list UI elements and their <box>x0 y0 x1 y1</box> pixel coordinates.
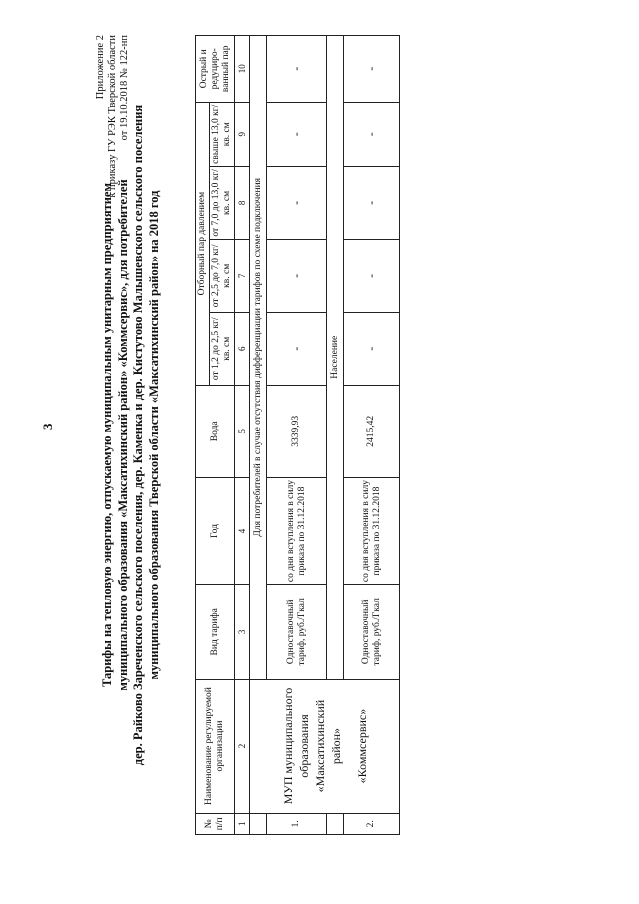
index-cell: 4 <box>235 477 250 584</box>
row-p4: - <box>267 102 327 166</box>
row-p2: - <box>267 239 327 312</box>
index-cell: 7 <box>235 239 250 312</box>
title-line: муниципального образования Тверской области «Максатихинский район» на 2018 год <box>146 190 161 680</box>
header-row <box>196 36 210 835</box>
row-p1: - <box>267 312 327 385</box>
row-water: 3339,93 <box>267 385 327 477</box>
index-cell: 6 <box>235 312 250 385</box>
section-label: Население <box>327 36 344 680</box>
row-sharp: - <box>267 36 327 103</box>
row-sharp: - <box>344 36 400 103</box>
header-steam-group: Отборный пар давлением <box>196 102 210 385</box>
row-p3: - <box>267 166 327 239</box>
row-p1: - <box>344 312 400 385</box>
row-type: Одноставочный тариф, руб./Гкал <box>344 585 400 679</box>
row-year: со дня вступления в силу приказа по 31.12.2018 <box>344 477 400 584</box>
title-line: муниципального образования «Максатихинский район» «Коммсервис», для потребителей <box>115 179 130 691</box>
document-content <box>95 35 625 835</box>
org-name-cell <box>250 679 400 813</box>
page-number: 3 <box>40 423 55 430</box>
section-label: Для потребителей в случае отсутствия дифференциации тарифов по схеме подключения <box>250 36 267 680</box>
header-num: № п/п <box>196 813 235 834</box>
row-year: со дня вступления в силу приказа по 31.12.2018 <box>267 477 327 584</box>
row-p3: - <box>344 166 400 239</box>
header-type: Вид тарифа <box>196 585 235 679</box>
index-cell: 10 <box>235 36 250 103</box>
header-p2: от 2,5 до 7,0 кг/кв. см <box>210 239 235 312</box>
header-water: Вода <box>196 385 235 477</box>
header-org: Наименование регулируемой организации <box>196 679 235 813</box>
row-p2: - <box>344 239 400 312</box>
row-type: Одноставочный тариф, руб./Гкал <box>267 585 327 679</box>
row-water: 2415,42 <box>344 385 400 477</box>
index-cell: 3 <box>235 585 250 679</box>
index-cell: 2 <box>235 679 250 813</box>
row-p4: - <box>344 102 400 166</box>
row-num: 1. <box>267 813 327 834</box>
section-row <box>250 36 267 835</box>
document-title <box>100 35 162 835</box>
appendix-line: Приложение 2 <box>95 35 106 100</box>
header-p1: от 1,2 до 2,5 кг/кв. см <box>210 312 235 385</box>
header-p3: от 7,0 до 13,0 кг/кв. см <box>210 166 235 239</box>
appendix-line: к приказу ГУ РЭК Тверской области <box>107 35 118 198</box>
index-cell: 8 <box>235 166 250 239</box>
row-num: 2. <box>344 813 400 834</box>
header-year: Год <box>196 477 235 584</box>
title-line: дер. Райково Зареченского сельского поселения, дер. Каменка и дер. Кистутово Малышевского сельского поселения <box>131 104 145 766</box>
header-sharp-steam: Острый и редуциро-ванный пар <box>196 36 235 103</box>
index-cell: 5 <box>235 385 250 477</box>
org-name: МУП муниципального образования «Максатихинский район» <box>280 687 343 805</box>
header-p4: свыше 13,0 кг/кв. см <box>210 102 235 166</box>
appendix-line: от 19.10.2018 № 122-нп <box>119 35 130 141</box>
index-cell: 1 <box>235 813 250 834</box>
index-row <box>235 36 250 835</box>
tariff-table <box>195 35 400 835</box>
title-line: Тарифы на тепловую энергию, отпускаемую муниципальным унитарным предприятием <box>100 183 114 688</box>
org-name-suffix: «Коммсервис» <box>354 708 369 784</box>
index-cell: 9 <box>235 102 250 166</box>
